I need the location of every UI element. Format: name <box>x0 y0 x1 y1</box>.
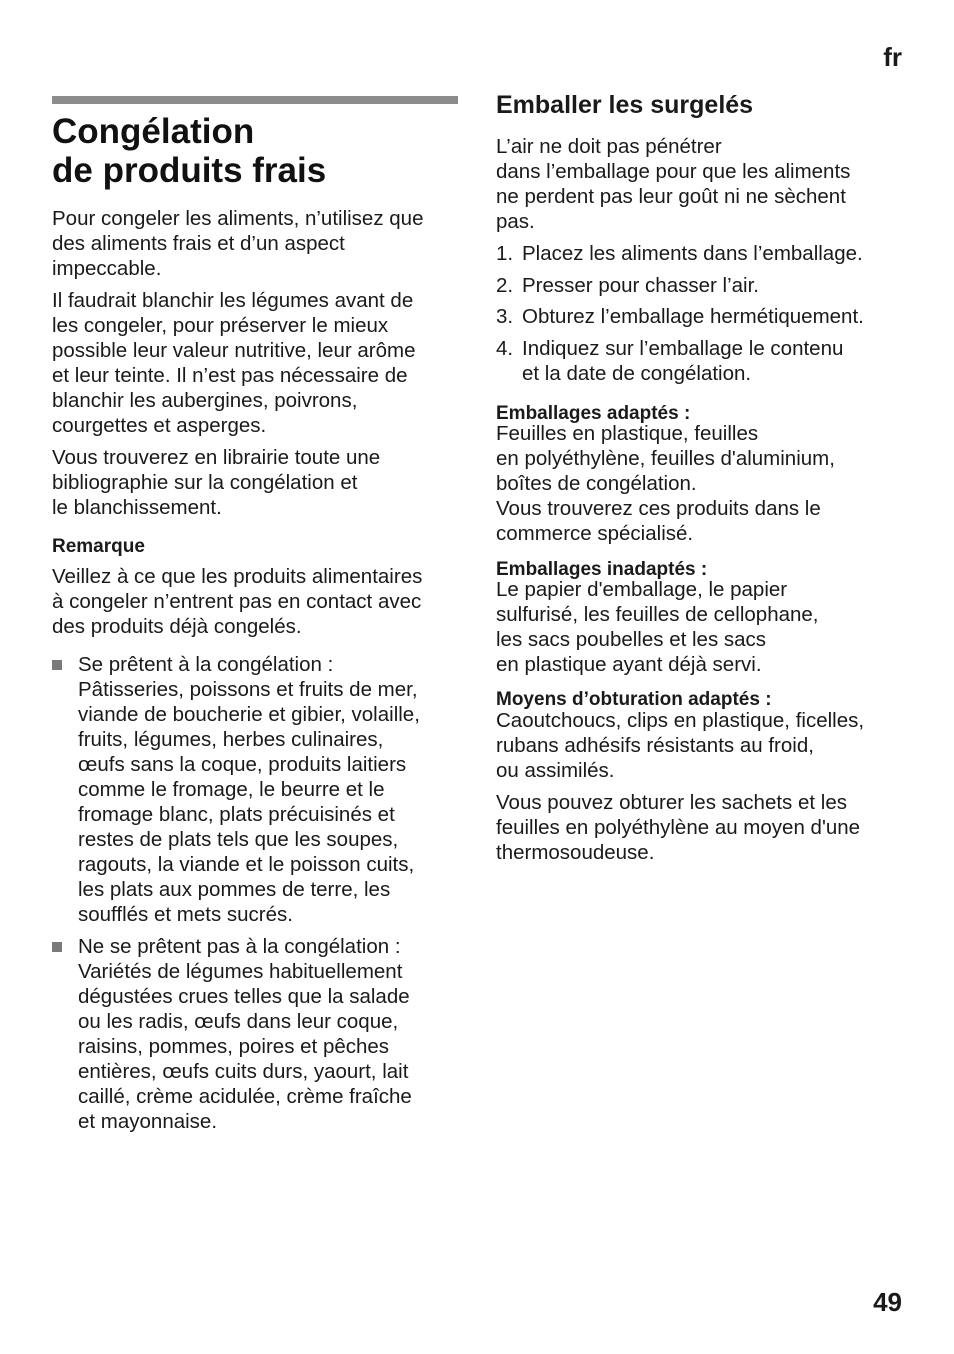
suitable-packaging-heading: Emballages adaptés : <box>496 403 691 424</box>
step-text: Indiquez sur l’emballage le contenu et la date de congélation. <box>522 337 844 385</box>
language-code: fr <box>883 42 902 72</box>
closure-heading: Moyens d’obturation adaptés : <box>496 689 772 710</box>
closure-text: Caoutchoucs, clips en plastique, ficelles, rubans adhésifs résistants au froid, ou assimilés. <box>496 709 865 782</box>
step-number: 1. <box>496 242 514 265</box>
list-item-text: Se prêtent à la congélation : Pâtisseries, poissons et fruits de mer, viande de boucherie et gibier, volaille, fruits, légumes, herbes culinaires, œufs sans la coque, produits laitiers comme le fromage, le beurre et le fromage blanc, plats précuisinés et restes de plats tels que les soupes, ragouts, la viande et le poisson cuits, les plats aux pommes de terre, les soufflés et mets sucrés. <box>78 653 420 926</box>
remark-heading: Remarque <box>52 536 145 557</box>
step-number: 3. <box>496 305 514 328</box>
remark-text: Veillez à ce que les produits alimentaires à congeler n’entrent pas en contact avec des produits déjà congelés. <box>52 565 423 638</box>
intro-paragraph: Pour congeler les aliments, n’utilisez que des aliments frais et d’un aspect impeccable. <box>52 207 424 280</box>
step-text: Placez les aliments dans l’emballage. <box>522 242 863 265</box>
unsuitable-packaging-text: Le papier d'emballage, le papier sulfurisé, les feuilles de cellophane, les sacs poubelles et les sacs en plastique ayant déjà servi. <box>496 578 819 676</box>
bullet-square-icon <box>52 660 62 670</box>
step-number: 4. <box>496 337 514 360</box>
page-number: 49 <box>873 1287 902 1317</box>
step-text: Obturez l’emballage hermétiquement. <box>522 305 864 328</box>
suitable-packaging-text: Feuilles en plastique, feuilles en polyéthylène, feuilles d'aluminium, boîtes de congélation. Vous trouverez ces produits dans le commerce spécialisé. <box>496 422 835 545</box>
packaging-heading: Emballer les surgelés <box>496 91 754 119</box>
bullet-square-icon <box>52 942 62 952</box>
unsuitable-packaging-heading: Emballages inadaptés : <box>496 559 708 580</box>
section-title: Congélation de produits frais <box>52 112 327 190</box>
step-text: Presser pour chasser l’air. <box>522 274 759 297</box>
step-number: 2. <box>496 274 514 297</box>
sealing-paragraph: Vous pouvez obturer les sachets et les feuilles en polyéthylène au moyen d'une thermosoudeuse. <box>496 791 861 864</box>
bibliography-paragraph: Vous trouverez en librairie toute une bibliographie sur la congélation et le blanchissement. <box>52 446 381 519</box>
packaging-intro: L’air ne doit pas pénétrer dans l’emballage pour que les aliments ne perdent pas leur goût ni ne sèchent pas. <box>496 135 851 233</box>
section-rule <box>52 96 458 104</box>
list-item-text: Ne se prêtent pas à la congélation : Variétés de légumes habituellement dégustées crues telles que la salade ou les radis, œufs dans leur coque, raisins, pommes, poires et pêches entières, œufs cuits durs, yaourt, lait caillé, crème acidulée, crème fraîche et mayonnaise. <box>78 935 412 1133</box>
blanching-paragraph: Il faudrait blanchir les légumes avant de les congeler, pour préserver le mieux possible leur valeur nutritive, leur arôme et leur teinte. Il n’est pas nécessaire de blanchir les aubergines, poivrons, courgettes et asperges. <box>52 289 416 437</box>
